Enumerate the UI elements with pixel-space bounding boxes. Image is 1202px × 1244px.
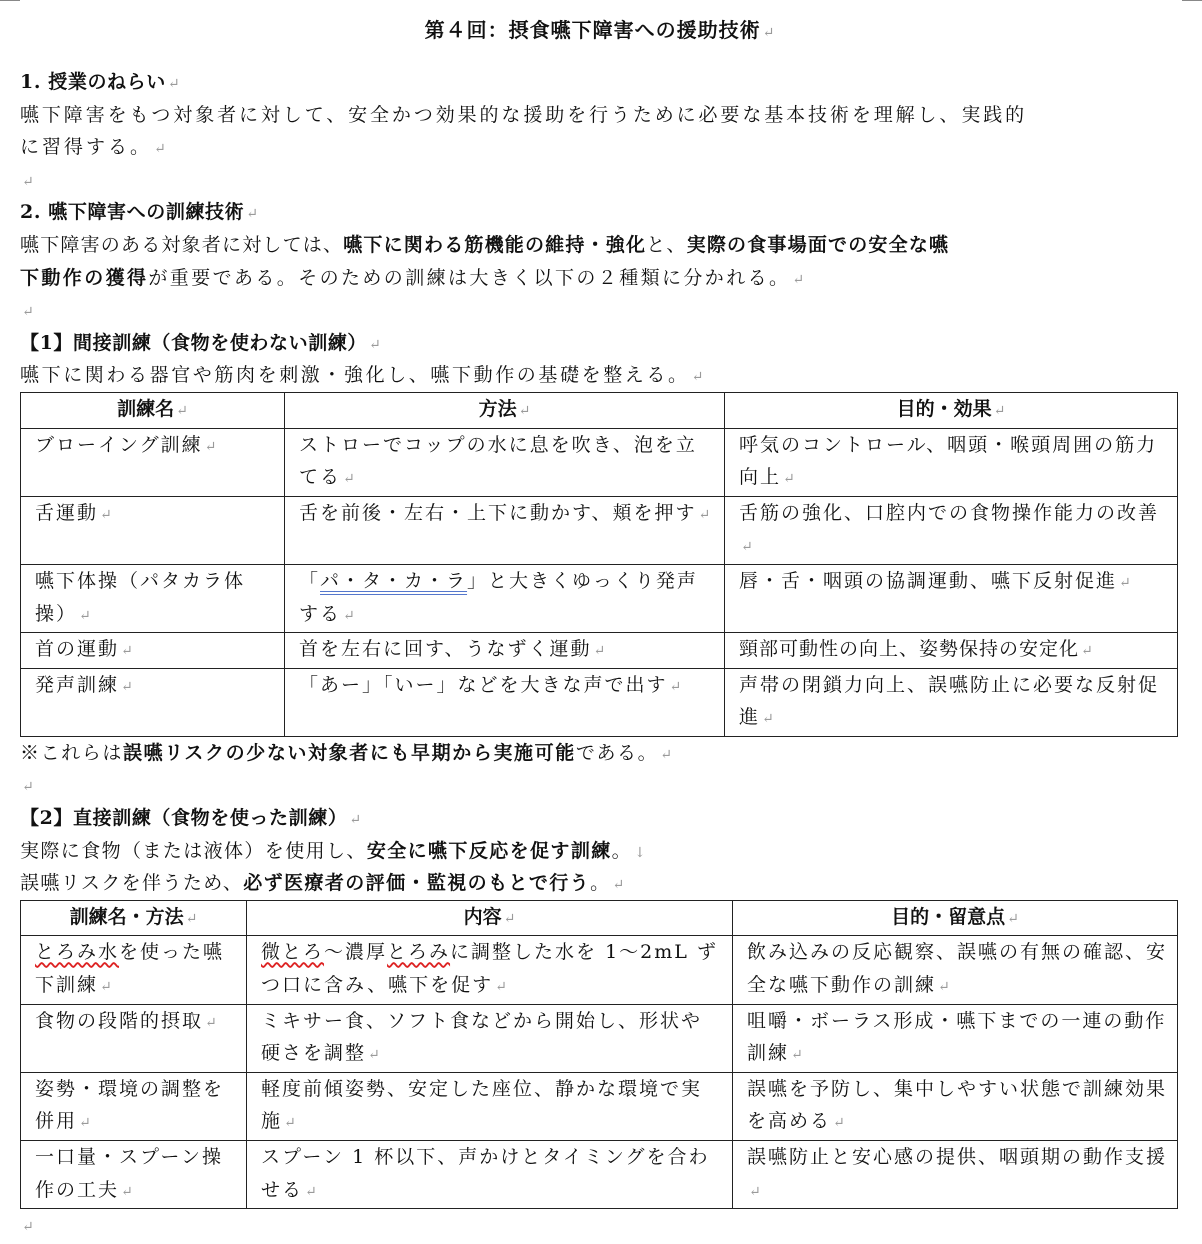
paragraph-mark: ↵ — [1119, 574, 1133, 591]
table-cell — [21, 496, 285, 564]
paragraph-mark: ↵ — [204, 438, 219, 455]
table-cell — [725, 428, 1178, 496]
paragraph-mark: ↵ — [938, 979, 952, 996]
table-cell — [285, 564, 725, 632]
table-cell — [733, 936, 1178, 1004]
paragraph-mark: ↵ — [741, 539, 755, 556]
table-header-cell — [21, 900, 247, 936]
cell-text: 誤嚥リスクを伴うため、 — [20, 872, 244, 895]
cell-text: 首の運動 — [35, 638, 120, 661]
cell-text: 舌筋の強化、口腔内での食物操作能力の改善 — [739, 501, 1160, 524]
indirect-training-table — [20, 392, 1178, 737]
table-row — [21, 564, 1178, 632]
table-row — [21, 1141, 1178, 1209]
cell-text: 安全に嚥下反応を促す訓練 — [366, 839, 612, 862]
heading-text: 1. 授業のねらい — [20, 71, 166, 93]
paragraph-mark: ↵ — [593, 643, 608, 660]
direct-training-intro-1 — [20, 835, 1180, 868]
table-header-row — [21, 900, 1178, 936]
cell-text: ～濃厚 — [324, 941, 388, 964]
cell-text: 必ず医療者の評価・監視のもとで行う — [243, 872, 591, 895]
paragraph-mark: ↵ — [495, 979, 509, 996]
table-header-cell — [285, 392, 725, 428]
body-text: と、 — [646, 233, 687, 256]
cell-text: 咀嚼・ボーラス形成・嚥下までの一連の動作訓練 — [747, 1009, 1167, 1065]
emphasis-text: 下動作の獲得 — [20, 266, 149, 289]
paragraph-mark: ↵ — [369, 336, 382, 353]
cell-text: 姿勢・環境の調整を併用 — [35, 1077, 225, 1133]
paragraph-mark: ↵ — [22, 304, 35, 321]
paragraph-mark: ↵ — [176, 402, 188, 419]
blank-line — [20, 294, 1180, 327]
indirect-training-heading — [20, 327, 1180, 360]
indirect-training-intro — [20, 359, 1180, 392]
table-cell — [285, 633, 725, 669]
cell-text: スプーン 1 杯以下、声かけとタイミングを合わせる — [261, 1146, 710, 1201]
paragraph-mark: ↵ — [22, 779, 35, 796]
page-corner-mark-right — [1182, 0, 1202, 1]
paragraph-mark: ↵ — [749, 1183, 763, 1200]
table-row — [21, 1072, 1178, 1140]
indirect-training-note — [20, 737, 1180, 770]
table-row — [21, 428, 1178, 496]
cell-text: 飲み込みの反応観察、誤嚥の有無の確認、安全な嚥下動作の訓練 — [747, 941, 1168, 997]
cell-text: パ・タ・カ・ラ — [320, 569, 468, 592]
table-cell — [247, 1141, 733, 1209]
paragraph-mark: ↵ — [1081, 643, 1094, 660]
paragraph-mark: ↵ — [993, 402, 1006, 419]
table-cell — [247, 1072, 733, 1140]
cell-text: 訓練名・方法 — [69, 905, 184, 928]
paragraph-mark: ↵ — [167, 76, 181, 92]
cell-text: ブローイング訓練 — [35, 433, 203, 456]
table-row — [21, 1004, 1178, 1072]
cell-text: 食物の段階的摂取 — [35, 1009, 204, 1032]
cell-text: ミキサー食、ソフト食などから開始し、形状や硬さを調整 — [261, 1009, 703, 1065]
cell-text: 目的・留意点 — [891, 905, 1006, 928]
table-cell — [725, 496, 1178, 564]
paragraph-mark: ↵ — [154, 141, 169, 158]
paragraph-mark: ↵ — [698, 506, 713, 523]
section-2-heading — [20, 196, 1180, 229]
heading-text: 2. 嚥下障害への訓練技術 — [20, 201, 245, 224]
table-header-cell — [733, 900, 1178, 936]
paragraph-mark: ↵ — [284, 1115, 298, 1132]
cell-text: 呼気のコントロール、咽頭・喉頭周囲の筋力向上 — [739, 433, 1158, 489]
cell-text: 舌を前後・左右・上下に動かす、頬を押す — [299, 501, 697, 524]
direct-training-heading — [20, 802, 1180, 835]
cell-text: に調整した水を 1～2mL ずつ口に含み、嚥下を促す — [261, 941, 718, 997]
cell-text: 。 — [590, 872, 611, 895]
table-header-cell — [725, 392, 1178, 428]
cell-text: 方法 — [478, 397, 517, 420]
cell-text: 。 — [611, 839, 633, 862]
cell-text: 声帯の閉鎖力向上、誤嚥防止に必要な反射促進 — [739, 673, 1160, 729]
paragraph-mark: ↵ — [185, 910, 198, 927]
cell-text: 内容 — [463, 905, 502, 928]
table-cell — [285, 668, 725, 736]
section-1-body-line-1: 嚥下障害をもつ対象者に対して、安全かつ効果的な援助を行うために必要な基本技術を理解し、実践的 — [20, 103, 1028, 126]
paragraph-mark: ↵ — [121, 1183, 135, 1200]
table-header-cell — [247, 900, 733, 936]
paragraph-mark: ↵ — [22, 173, 35, 190]
table-cell — [21, 668, 285, 736]
table-cell — [733, 1072, 1178, 1140]
paragraph-mark: ↵ — [205, 1014, 219, 1031]
document-title — [20, 0, 1180, 50]
cell-text: 誤嚥を予防し、集中しやすい状態で訓練効果を高める — [747, 1077, 1168, 1133]
table-cell — [21, 1004, 247, 1072]
paragraph-mark: ↵ — [762, 25, 776, 41]
paragraph-mark: ↵ — [246, 206, 259, 223]
table-cell — [21, 1141, 247, 1209]
paragraph-mark: ↵ — [612, 877, 626, 894]
table-cell — [725, 668, 1178, 736]
table-header-cell — [21, 392, 285, 428]
direct-training-table-wrap — [20, 900, 1180, 1209]
paragraph-mark: ↵ — [343, 607, 357, 624]
body-text: が重要である。そのための訓練は大きく以下の２種類に分かれる。 — [148, 266, 791, 289]
body-text: 嚥下障害のある対象者に対しては、 — [20, 233, 344, 256]
section-2-body-line-1 — [20, 229, 1180, 262]
cell-text: 誤嚥リスクの少ない対象者にも早期から実施可能 — [123, 741, 576, 764]
blank-line — [20, 164, 1180, 197]
paragraph-mark: ↵ — [343, 471, 357, 488]
paragraph-mark: ↓ — [634, 844, 648, 861]
paragraph-mark: ↵ — [669, 678, 684, 695]
cell-text: である。 — [575, 741, 659, 764]
body-text: 嚥下に関わる器官や筋肉を刺激・強化し、嚥下動作の基礎を整える。 — [20, 364, 690, 387]
table-cell — [247, 936, 733, 1004]
page-corner-mark-left — [0, 0, 20, 1]
paragraph-mark: ↵ — [691, 369, 706, 386]
cell-text: 目的・効果 — [896, 397, 992, 420]
emphasis-text: 実際の食事場面での安全な嚥 — [686, 233, 950, 256]
body-text: に習得する。 — [20, 136, 153, 159]
title-text: 第４回：摂食嚥下障害への援助技術 — [424, 18, 761, 42]
cell-text: 」と大きくゆっくり発声する — [299, 569, 698, 625]
cell-text: ※これらは — [20, 741, 124, 764]
cell-text: 「あー」「いー」などを大きな声で出す — [299, 673, 668, 696]
section-2-body-line-2 — [20, 262, 1180, 295]
cell-text: 誤嚥防止と安心感の提供、咽頭期の動作支援 — [747, 1146, 1168, 1168]
cell-text: 頸部可動性の向上、姿勢保持の安定化 — [739, 638, 1080, 661]
indirect-training-table-wrap — [20, 392, 1180, 737]
paragraph-mark: ↵ — [833, 1115, 847, 1132]
heading-text: 【1】間接訓練（食物を使わない訓練） — [20, 331, 368, 354]
blank-line — [20, 769, 1180, 802]
paragraph-mark: ↵ — [503, 910, 516, 927]
cell-text: 「 — [299, 569, 321, 592]
cell-text: 微とろ — [261, 941, 325, 964]
blank-line — [20, 1209, 1180, 1242]
table-cell — [21, 1072, 247, 1140]
direct-training-table — [20, 900, 1178, 1209]
cell-text: 発声訓練 — [35, 673, 120, 696]
paragraph-mark: ↵ — [368, 1047, 382, 1064]
table-row — [21, 496, 1178, 564]
table-cell — [21, 936, 247, 1004]
paragraph-mark: ↵ — [783, 471, 797, 488]
table-cell — [21, 428, 285, 496]
paragraph-mark: ↵ — [22, 1219, 35, 1236]
cell-text: とろみ水 — [35, 941, 120, 964]
paragraph-mark: ↵ — [349, 812, 362, 829]
cell-text: 実際に食物（または液体）を使用し、 — [20, 839, 367, 862]
paragraph-mark: ↵ — [792, 271, 807, 288]
cell-text: 唇・舌・咽頭の協調運動、嚥下反射促進 — [739, 569, 1118, 592]
paragraph-mark: ↵ — [1007, 910, 1019, 927]
table-cell — [725, 564, 1178, 632]
cell-text: ストローでコップの水に息を吹き、泡を立てる — [299, 433, 697, 489]
cell-text: 訓練名 — [117, 397, 175, 420]
paragraph-mark: ↵ — [660, 746, 674, 763]
paragraph-mark: ↵ — [791, 1047, 805, 1064]
table-row — [21, 633, 1178, 669]
cell-text: 舌運動 — [35, 501, 99, 524]
cell-text: 軽度前傾姿勢、安定した座位、静かな環境で実施 — [261, 1077, 703, 1133]
table-row — [21, 936, 1178, 1004]
cell-text: 首を左右に回す、うなずく運動 — [299, 638, 592, 661]
paragraph-mark: ↵ — [100, 979, 114, 996]
table-cell — [733, 1004, 1178, 1072]
paragraph-mark: ↵ — [121, 678, 135, 695]
cell-text: 【2】直接訓練（食物を使った訓練） — [20, 807, 348, 830]
table-header-row — [21, 392, 1178, 428]
cell-text: 嚥下体操（パタカラ体操） — [35, 569, 246, 625]
cell-text: とろみ — [387, 941, 451, 964]
emphasis-text: 嚥下に関わる筋機能の維持・強化 — [343, 233, 647, 256]
cell-text: 一口量・スプーン操作の工夫 — [35, 1146, 224, 1201]
section-1-heading — [20, 66, 1180, 99]
direct-training-intro-2 — [20, 867, 1180, 900]
section-1-body-line-2 — [20, 131, 1180, 164]
table-cell — [285, 428, 725, 496]
paragraph-mark: ↵ — [100, 506, 114, 523]
table-cell — [21, 633, 285, 669]
paragraph-mark: ↵ — [79, 1115, 93, 1132]
document-page — [20, 0, 1180, 1242]
table-cell — [285, 496, 725, 564]
table-cell — [247, 1004, 733, 1072]
table-cell — [21, 564, 285, 632]
paragraph-mark: ↵ — [305, 1183, 319, 1200]
table-cell — [725, 633, 1178, 669]
table-row — [21, 668, 1178, 736]
paragraph-mark: ↵ — [762, 711, 776, 728]
table-cell — [733, 1141, 1178, 1209]
paragraph-mark: ↵ — [518, 402, 531, 419]
paragraph-mark: ↵ — [121, 643, 135, 660]
cell-text: を使った嚥下訓練 — [35, 941, 225, 997]
paragraph-mark: ↵ — [79, 607, 93, 624]
